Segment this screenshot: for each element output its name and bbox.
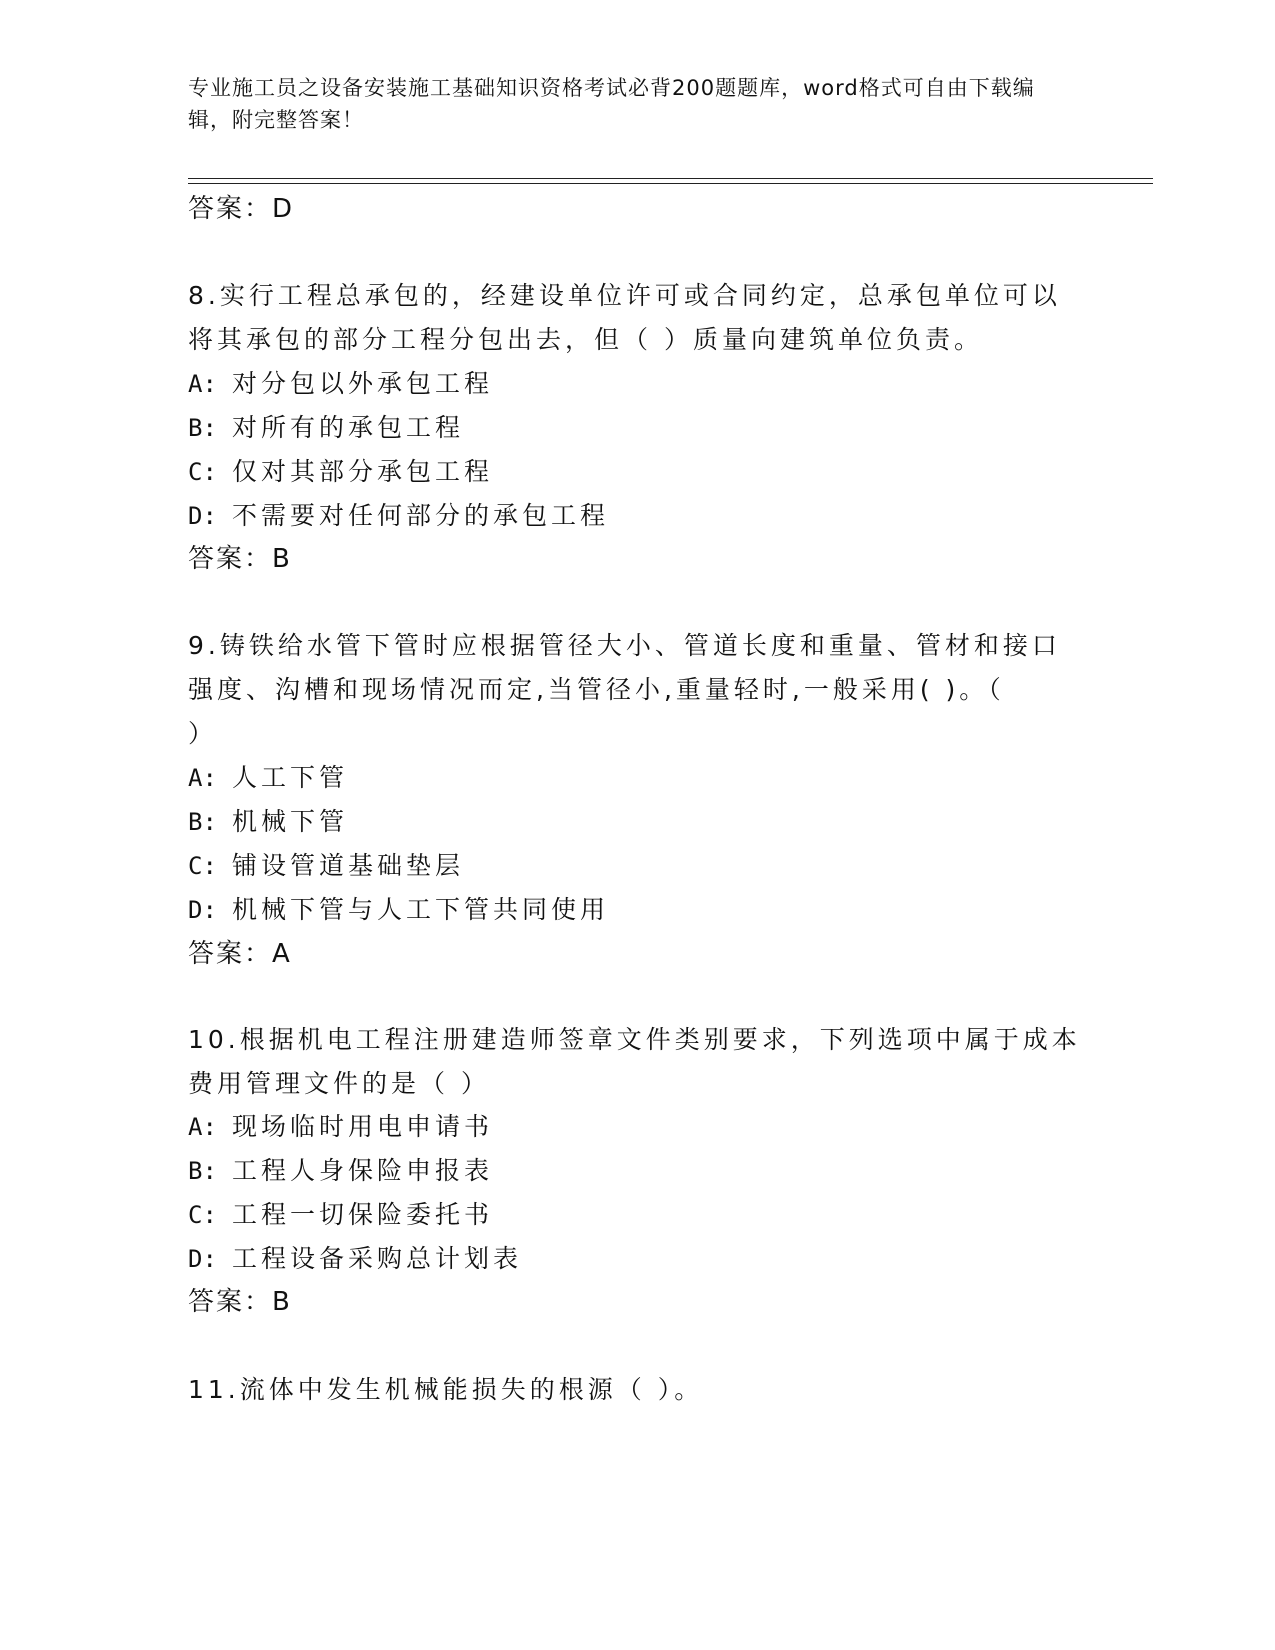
option-text: 工程设备采购总计划表 [232, 1244, 523, 1273]
option-text: 不需要对任何部分的承包工程 [232, 501, 610, 530]
answer-value: B [272, 544, 292, 574]
document-header-title: 专业施工员之设备安装施工基础知识资格考试必背200题题库，word格式可自由下载编辑，附完整答案！ [188, 76, 1035, 132]
question-9-answer [188, 937, 292, 971]
question-text: 流体中发生机械能损失的根源（ ）。 [239, 1375, 704, 1404]
answer-value: D [272, 194, 295, 224]
answer-label: 答案： [188, 544, 273, 574]
option-letter: A: [188, 764, 217, 792]
question-8-option-b [188, 411, 464, 445]
option-text: 工程一切保险委托书 [232, 1200, 494, 1229]
question-number: 8. [188, 281, 220, 310]
option-text: 仅对其部分承包工程 [232, 457, 494, 486]
option-text: 现场临时用电申请书 [232, 1112, 494, 1141]
question-10-option-a [188, 1110, 493, 1144]
option-letter: B: [188, 414, 217, 442]
question-10-option-b [188, 1154, 493, 1188]
question-8-line-1 [188, 279, 1061, 313]
question-8-option-c [188, 455, 493, 489]
question-10-answer [188, 1285, 292, 1319]
option-letter: D: [188, 1245, 217, 1273]
option-letter: D: [188, 896, 217, 924]
answer-label: 答案： [188, 194, 273, 224]
answer-value: A [272, 939, 292, 969]
question-9-option-d [188, 893, 609, 927]
question-9-line-2: 强度、沟槽和现场情况而定,当管径小,重量轻时,一般采用( )。（ [188, 675, 1005, 704]
option-text: 铺设管道基础垫层 [232, 851, 465, 880]
answer-label: 答案： [188, 1287, 273, 1317]
question-11-line-1 [188, 1373, 703, 1407]
question-8-answer [188, 542, 292, 576]
question-number: 9. [188, 631, 220, 660]
option-letter: A: [188, 370, 217, 398]
option-letter: C: [188, 458, 217, 486]
question-9-option-b [188, 805, 348, 839]
question-text: 实行工程总承包的，经建设单位许可或合同约定，总承包单位可以 [219, 281, 1061, 310]
option-text: 机械下管与人工下管共同使用 [232, 895, 610, 924]
option-letter: A: [188, 1113, 217, 1141]
option-letter: D: [188, 502, 217, 530]
question-8-option-d [188, 499, 609, 533]
prev-answer [188, 192, 294, 226]
header-divider-bottom [188, 183, 1153, 184]
question-number: 11. [188, 1375, 240, 1404]
option-text: 对所有的承包工程 [232, 413, 465, 442]
option-text: 对分包以外承包工程 [232, 369, 494, 398]
question-9-line-3: ） [188, 719, 218, 748]
answer-label: 答案： [188, 939, 273, 969]
question-text: 铸铁给水管下管时应根据管径大小、管道长度和重量、管材和接口 [219, 631, 1061, 660]
option-letter: B: [188, 808, 217, 836]
option-letter: B: [188, 1157, 217, 1185]
option-text: 人工下管 [232, 763, 349, 792]
question-text: 根据机电工程注册建造师签章文件类别要求，下列选项中属于成本 [239, 1025, 1081, 1054]
question-9-option-a [188, 761, 348, 795]
question-number: 10. [188, 1025, 240, 1054]
question-10-line-1 [188, 1023, 1081, 1057]
question-10-line-2: 费用管理文件的是（ ） [188, 1069, 490, 1098]
option-text: 工程人身保险申报表 [232, 1156, 494, 1185]
question-10-option-d [188, 1242, 522, 1276]
option-text: 机械下管 [232, 807, 349, 836]
question-9-line-1 [188, 629, 1061, 663]
question-9-option-c [188, 849, 464, 883]
answer-value: B [272, 1287, 292, 1317]
option-letter: C: [188, 852, 217, 880]
question-10-option-c [188, 1198, 493, 1232]
header-divider-top [188, 178, 1153, 179]
question-8-option-a [188, 367, 493, 401]
option-letter: C: [188, 1201, 217, 1229]
question-8-line-2: 将其承包的部分工程分包出去，但（ ）质量向建筑单位负责。 [188, 325, 983, 354]
